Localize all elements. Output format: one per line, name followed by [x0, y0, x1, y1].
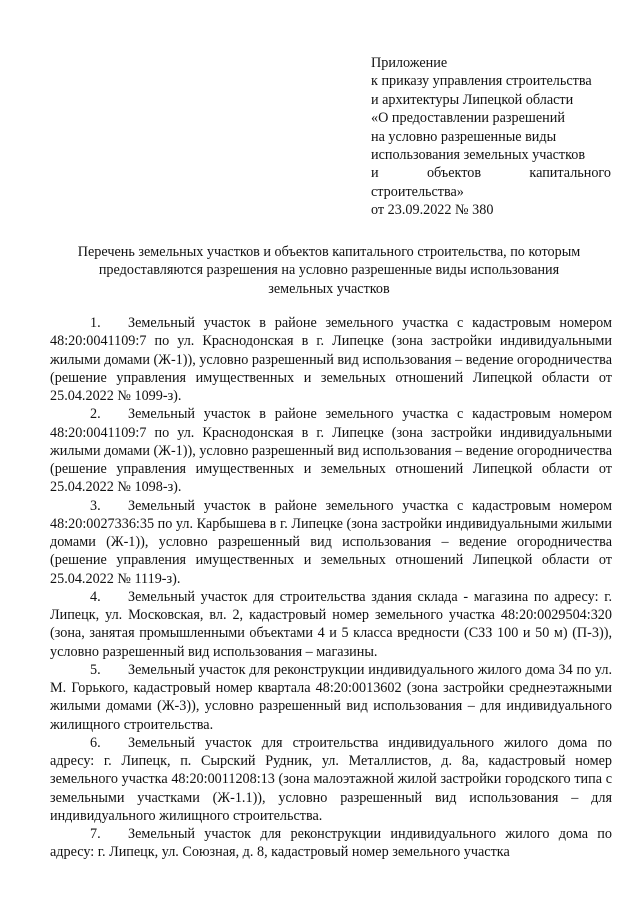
appendix-word: капитального — [529, 165, 611, 182]
plots-list — [50, 314, 612, 862]
list-item — [50, 661, 612, 734]
item-number: 5. — [90, 661, 101, 678]
item-text: Земельный участок для строительства индивидуального жилого дома по адресу: г. Липецк, п. Сырский Рудник, ул. Металлистов, д. 8а, кадастровый номер земельного участка 48:20:0011208:13 (зона малоэтажной жилой застройки городского типа с земельными участками (Ж-1.1)), условно разрешенный вид использования – для индивидуального жилищного строительства. — [50, 734, 612, 824]
list-item — [50, 314, 612, 405]
title-line: земельных участков — [268, 280, 390, 297]
appendix-line: Приложение — [371, 55, 448, 71]
list-item — [50, 825, 612, 862]
item-number: 4. — [90, 588, 101, 605]
item-text: Земельный участок в районе земельного участка с кадастровым номером 48:20:0041109:7 по ул. Краснодонская в г. Липецке (зона застройки индивидуальными жилыми домами (Ж-1)), условно разрешенный вид использования – ведение огородничества (решение управления имущественных и земельных отношений Липецкой области от 25.04.2022 № 1098-з). — [50, 406, 612, 496]
appendix-line: «О предоставлении разрешений — [371, 110, 565, 127]
item-text: Земельный участок для реконструкции индивидуального жилого дома по адресу: г. Липецк, ул. Союзная, д. 8, кадастровый номер земельного участка — [50, 826, 612, 861]
item-number: 7. — [90, 826, 101, 842]
item-text: Земельный участок в районе земельного участка с кадастровым номером 48:20:0041109:7 по ул. Краснодонская в г. Липецке (зона застройки индивидуальными жилыми домами (Ж-1)), условно разрешенный вид использования – ведение огородничества (решение управления имущественных и земельных отношений Липецкой области от 25.04.2022 № 1099-з). — [50, 315, 612, 404]
appendix-header — [371, 54, 611, 220]
list-item — [50, 734, 612, 825]
appendix-line: к приказу управления строительства — [371, 73, 592, 90]
item-number: 6. — [90, 734, 101, 751]
appendix-line-justified — [371, 164, 611, 182]
appendix-line: и архитектуры Липецкой области — [371, 91, 574, 108]
document-title — [46, 243, 612, 298]
list-item — [50, 497, 612, 588]
appendix-word: и — [371, 165, 379, 182]
appendix-line: на условно разрешенные виды — [371, 128, 557, 145]
item-text: Земельный участок в районе земельного участка с кадастровым номером 48:20:0027336:35 по ул. Карбышева в г. Липецке (зона застройки индивидуальными жилыми домами (Ж-1)), условно разрешенный вид использования – ведение огородничества (решение управления имущественных и земельных отношений Липецкой области от 25.04.2022 № 1119-з). — [50, 497, 612, 587]
appendix-word: объектов — [426, 165, 482, 182]
list-item — [50, 588, 612, 661]
item-number: 3. — [90, 497, 101, 514]
item-number: 1. — [90, 315, 101, 331]
appendix-date: от 23.09.2022 № 380 — [371, 202, 494, 219]
item-text: Земельный участок для строительства здания склада - магазина по адресу: г. Липецк, ул. Московская, вл. 2, кадастровый номер земельного участка 48:20:0029504:320 (зона, занятая промышленными объектами 4 и 5 класса вредности (СЗЗ 100 и 50 м) (П-3)), условно разрешенный вид использования – магазины. — [50, 588, 612, 660]
appendix-line: использования земельных участков — [371, 147, 586, 164]
item-text: Земельный участок для реконструкции индивидуального жилого дома 34 по ул. М. Горького, кадастровый номер квартала 48:20:0013602 (зона застройки среднеэтажными жилыми домами (Ж-3)), условно разрешенный вид использования – для индивидуального жилищного строительства. — [50, 661, 612, 733]
title-line: предоставляются разрешения на условно разрешенные виды использования — [98, 262, 560, 279]
item-number: 2. — [90, 406, 101, 423]
appendix-line: строительства» — [371, 183, 464, 200]
list-item — [50, 405, 612, 496]
title-line: Перечень земельных участков и объектов капитального строительства, по которым — [77, 244, 581, 260]
